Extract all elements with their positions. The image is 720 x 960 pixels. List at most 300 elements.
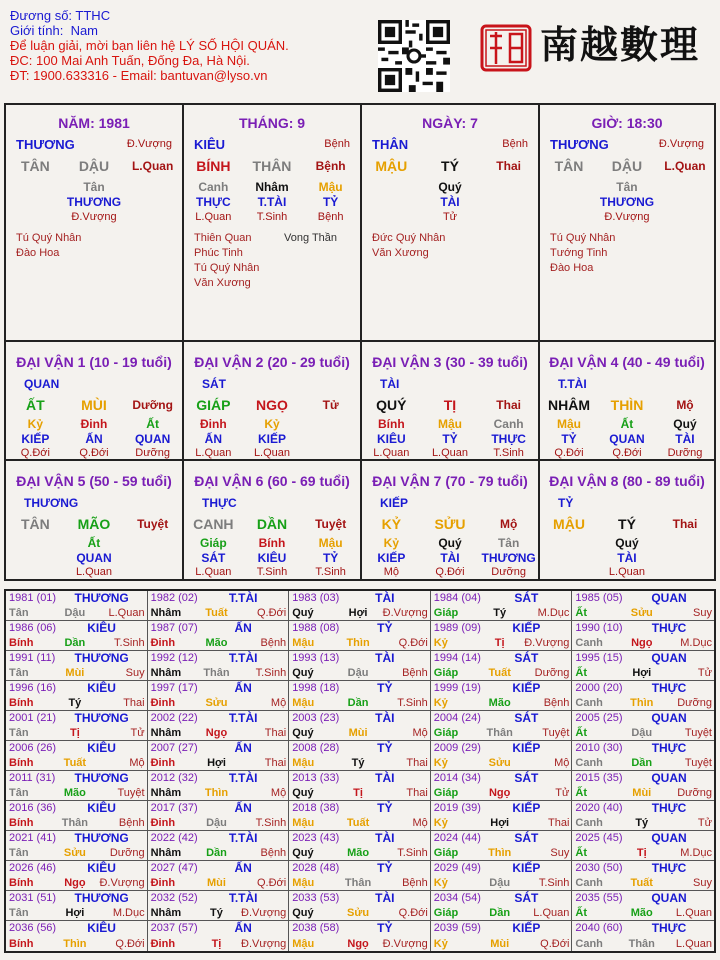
- year-phase: Dưỡng: [677, 697, 712, 709]
- pillar-title: THÁNG: 9: [238, 115, 306, 131]
- year-phase: Mộ: [270, 697, 287, 709]
- year-label: 1997 (17): [150, 682, 198, 694]
- year-ten-god: THƯƠNG: [74, 591, 129, 605]
- year-cell: [289, 801, 431, 831]
- year-cell: [572, 861, 714, 891]
- star-item: Tú Quý Nhân: [550, 232, 616, 244]
- year-phase: Dưỡng: [534, 667, 570, 679]
- year-phase: Suy: [693, 607, 712, 619]
- pillar-branch: TÝ: [441, 158, 459, 174]
- year-label: 2000 (20): [575, 682, 623, 694]
- year-label: 2036 (56): [9, 922, 57, 934]
- hidden-stem: Canh: [198, 180, 229, 194]
- year-branch: Sửu: [63, 847, 86, 859]
- dai-van-title: ĐẠI VẬN 5 (50 - 59 tuổi): [16, 473, 172, 489]
- year-ten-god: TÀI: [375, 831, 395, 845]
- hidden-stem: Quý: [615, 536, 639, 550]
- dai-van-stem: QUÝ: [376, 397, 407, 413]
- pillar-stem-phase: Bệnh: [502, 138, 528, 150]
- year-phase: Đ.Vượng: [524, 637, 570, 649]
- pillar-cell: [6, 105, 184, 342]
- year-cell: [572, 921, 714, 951]
- year-phase: Bệnh: [260, 847, 287, 859]
- year-phase: M.Dục: [112, 907, 145, 919]
- address-line: ĐC: 100 Mai Anh Tuấn, Đống Đa, Hà Nội.: [10, 53, 250, 68]
- year-cell: [148, 921, 290, 951]
- year-label: 2008 (28): [292, 742, 340, 754]
- hidden-ten-god: KIÊU: [257, 551, 287, 565]
- year-label: 2027 (47): [150, 862, 198, 874]
- year-label: 1984 (04): [433, 592, 481, 604]
- year-phase: Tử: [697, 667, 712, 679]
- year-ten-god: TÀI: [375, 891, 395, 905]
- year-cell: [289, 831, 431, 861]
- year-ten-god: TÀI: [375, 591, 395, 605]
- year-label: 2020 (40): [575, 802, 623, 814]
- year-label: 2040 (60): [575, 922, 623, 934]
- hidden-ten-god: THỰC: [196, 195, 231, 209]
- year-stem: Canh: [575, 757, 603, 769]
- hidden-ten-god: QUAN: [134, 432, 171, 446]
- year-ten-god: ẤN: [234, 621, 252, 635]
- owner-line: Đương số: TTHC: [10, 8, 111, 23]
- year-branch: Thìn: [204, 787, 229, 799]
- year-stem: Giáp: [433, 727, 459, 739]
- year-branch: Mùi: [207, 877, 226, 889]
- pillar-ten-god: THƯƠNG: [550, 137, 609, 152]
- hidden-ten-god: TỶ: [442, 432, 458, 446]
- hidden-phase: L.Quan: [253, 447, 291, 459]
- year-stem: Canh: [575, 637, 603, 649]
- dai-van-cell: [6, 461, 184, 581]
- star-item: Đào Hoa: [16, 247, 60, 259]
- hidden-stem: Ất: [620, 417, 634, 431]
- year-phase: Đ.Vượng: [382, 938, 428, 950]
- pillar-cell: [540, 105, 714, 342]
- pillar-stars: [194, 231, 259, 291]
- dai-van-ten-god: TÀI: [380, 377, 400, 391]
- year-stem: Đinh: [150, 697, 176, 709]
- hidden-phase: Q.Đới: [554, 447, 584, 459]
- year-label: 2011 (31): [9, 772, 56, 784]
- year-phase: T.Sinh: [114, 637, 145, 649]
- hidden-stem: Kỷ: [264, 417, 280, 431]
- pillar-ten-god: THÂN: [372, 137, 409, 152]
- year-phase: T.Sinh: [397, 847, 428, 859]
- hidden-stem: Mậu: [318, 180, 343, 194]
- pillar-stars: [550, 231, 615, 276]
- year-ten-god: THƯƠNG: [74, 831, 129, 845]
- year-branch: Hợi: [632, 667, 652, 679]
- year-stem: Kỷ: [433, 757, 448, 769]
- hidden-phase: T.Sinh: [493, 447, 524, 459]
- year-stem: Bính: [9, 757, 34, 769]
- dai-van-title: ĐẠI VẬN 8 (80 - 89 tuổi): [549, 473, 705, 489]
- hidden-phase: Dưỡng: [667, 447, 703, 459]
- year-ten-god: TÀI: [375, 651, 395, 665]
- year-branch: Ngọ: [488, 787, 511, 799]
- year-ten-god: THỰC: [651, 921, 687, 935]
- year-cell: [572, 891, 714, 921]
- year-stem: Tân: [9, 907, 29, 919]
- dai-van-phase: Mộ: [499, 517, 518, 531]
- year-cell: [572, 831, 714, 861]
- star-item: Đức Quý Nhân: [372, 232, 446, 244]
- year-ten-god: THỰC: [651, 681, 687, 695]
- year-phase: Bệnh: [118, 817, 145, 829]
- year-label: 2017 (37): [150, 802, 198, 814]
- year-cell: [572, 621, 714, 651]
- year-ten-god: QUAN: [651, 591, 687, 605]
- dai-van-phase: Tử: [322, 398, 339, 412]
- year-branch: Tị: [636, 847, 647, 859]
- year-label: 2026 (46): [9, 862, 57, 874]
- hidden-phase: Đ.Vượng: [71, 211, 117, 223]
- dai-van-stem: MẬU: [553, 516, 585, 532]
- year-branch: Tuất: [488, 667, 511, 679]
- year-branch: Tị: [353, 787, 363, 799]
- year-cell: [431, 801, 573, 831]
- year-label: 1983 (03): [292, 592, 340, 604]
- hidden-phase: L.Quan: [75, 566, 113, 578]
- year-phase: Thai: [547, 817, 570, 829]
- year-stem: Đinh: [150, 757, 176, 769]
- year-phase: Mộ: [270, 787, 287, 799]
- hidden-phase: T.Sinh: [315, 566, 346, 578]
- year-cell: [148, 651, 290, 681]
- hidden-stem: Canh: [493, 417, 524, 431]
- hidden-ten-god: KIẾP: [21, 432, 50, 446]
- pillar-cell: [184, 105, 362, 342]
- year-cell: [289, 651, 431, 681]
- year-label: 2023 (43): [292, 832, 340, 844]
- hidden-stem: Đinh: [199, 417, 227, 431]
- star-item: Thiên Quan: [194, 232, 252, 244]
- year-cell: [6, 651, 148, 681]
- year-stem: Nhâm: [150, 847, 182, 859]
- pillar-stem-phase: Đ.Vượng: [658, 138, 704, 150]
- year-label: 2019 (39): [433, 802, 481, 814]
- year-branch: Dần: [64, 637, 86, 649]
- gender-line: Giới tính: Nam: [10, 23, 99, 38]
- year-phase: T.Sinh: [255, 817, 287, 829]
- year-phase: L.Quan: [675, 907, 712, 919]
- year-stem: Kỷ: [433, 817, 448, 829]
- year-stem: Mậu: [292, 877, 315, 889]
- year-phase: Đ.Vượng: [241, 907, 287, 919]
- year-phase: Đ.Vượng: [99, 877, 145, 889]
- dai-van-row-1: [6, 342, 714, 461]
- year-ten-god: SÁT: [514, 711, 539, 725]
- dai-van-branch: NGỌ: [256, 397, 288, 413]
- hidden-stem: Tân: [616, 180, 638, 194]
- year-stem: Đinh: [150, 637, 176, 649]
- year-branch: Tị: [69, 727, 80, 739]
- hidden-stem: Đinh: [80, 417, 108, 431]
- year-cell: [6, 801, 148, 831]
- hidden-ten-god: TỶ: [561, 432, 577, 446]
- year-branch: Thân: [61, 817, 89, 829]
- year-ten-god: SÁT: [514, 591, 539, 605]
- year-phase: Thai: [264, 757, 287, 769]
- year-phase: Đ.Vượng: [382, 607, 428, 619]
- year-branch: Mão: [488, 697, 511, 709]
- year-ten-god: KIẾP: [512, 681, 541, 695]
- year-branch: Tuất: [630, 877, 653, 889]
- year-label: 1992 (12): [150, 652, 198, 664]
- year-cell: [148, 591, 290, 621]
- dai-van-branch: TÝ: [618, 516, 636, 532]
- year-cell: [572, 741, 714, 771]
- phone-email-line: ĐT: 1900.633316 - Email: bantuvan@lyso.vn: [10, 68, 268, 83]
- hidden-phase: Q.Đới: [612, 447, 642, 459]
- year-stem: Giáp: [433, 787, 459, 799]
- year-cell: [431, 861, 573, 891]
- year-ten-god: ẤN: [234, 741, 252, 755]
- year-label: 1991 (11): [9, 652, 56, 664]
- hidden-stem: Ất: [146, 417, 159, 431]
- year-branch: Tị: [494, 637, 505, 649]
- year-phase: T.Sinh: [538, 877, 570, 889]
- year-cell: [289, 921, 431, 951]
- year-branch: Hợi: [348, 607, 368, 619]
- year-label: 2029 (49): [433, 862, 481, 874]
- year-cell: [431, 771, 573, 801]
- year-label: 1982 (02): [150, 592, 198, 604]
- hidden-ten-god: T.TÀI: [257, 195, 287, 209]
- year-ten-god: TỶ: [377, 621, 393, 635]
- hidden-ten-god: TÀI: [440, 551, 460, 565]
- hidden-stem: Bính: [258, 536, 286, 550]
- year-label: 2010 (30): [575, 742, 623, 754]
- year-branch: Mão: [205, 637, 228, 649]
- year-branch: Ngọ: [347, 938, 369, 950]
- hidden-stem: Quý: [438, 536, 462, 550]
- year-stem: Bính: [9, 817, 34, 829]
- year-stem: Ất: [575, 667, 587, 679]
- year-stem: Tân: [9, 667, 29, 679]
- year-stem: Mậu: [292, 817, 315, 829]
- year-stem: Quý: [292, 847, 314, 859]
- year-ten-god: KIÊU: [87, 861, 116, 875]
- year-label: 1981 (01): [9, 592, 57, 604]
- year-phase: Suy: [550, 847, 570, 859]
- year-phase: Q.Đới: [398, 637, 428, 649]
- year-cell: [431, 741, 573, 771]
- year-label: 2014 (34): [433, 772, 481, 784]
- year-branch: Thân: [628, 938, 655, 950]
- year-phase: Thai: [406, 787, 428, 799]
- year-label: 2034 (54): [433, 892, 481, 904]
- year-stem: Quý: [292, 787, 314, 799]
- year-label: 2005 (25): [575, 712, 623, 724]
- year-cell: [148, 711, 290, 741]
- year-ten-god: ẤN: [234, 801, 252, 815]
- year-cell: [6, 831, 148, 861]
- year-ten-god: SÁT: [514, 831, 539, 845]
- dai-van-stem: KỶ: [381, 516, 402, 532]
- year-stem: Đinh: [150, 877, 176, 889]
- year-phase: Q.Đới: [540, 938, 570, 950]
- pillar-branch: DẬU: [78, 158, 110, 174]
- dai-van-branch: SỬU: [434, 516, 466, 532]
- year-label: 1993 (13): [292, 652, 340, 664]
- year-ten-god: QUAN: [651, 711, 687, 725]
- dai-van-ten-god: T.TÀI: [558, 377, 587, 391]
- year-stem: Mậu: [292, 637, 315, 649]
- year-label: 2024 (44): [433, 832, 481, 844]
- year-phase: Q.Đới: [115, 938, 145, 950]
- year-stem: Quý: [292, 907, 314, 919]
- year-cell: [572, 591, 714, 621]
- year-stem: Tân: [9, 787, 29, 799]
- year-cell: [6, 591, 148, 621]
- year-phase: T.Sinh: [397, 697, 428, 709]
- year-stem: Quý: [292, 607, 314, 619]
- dai-van-cell: [540, 461, 714, 581]
- hidden-stem: Kỷ: [383, 536, 399, 550]
- pillar-title: GIỜ: 18:30: [591, 115, 663, 131]
- hidden-phase: L.Quan: [608, 566, 646, 578]
- year-ten-god: T.TÀI: [228, 591, 258, 605]
- hidden-phase: T.Sinh: [256, 211, 288, 223]
- year-label: 1985 (05): [575, 592, 623, 604]
- year-branch: Thìn: [63, 938, 87, 950]
- year-label: 2033 (53): [292, 892, 340, 904]
- year-cell: [431, 591, 573, 621]
- year-ten-god: QUAN: [651, 891, 687, 905]
- year-label: 2003 (23): [292, 712, 340, 724]
- year-branch: Tý: [635, 817, 649, 829]
- year-stem: Bính: [9, 637, 34, 649]
- year-phase: Suy: [125, 667, 145, 679]
- year-stem: Ất: [575, 847, 587, 859]
- year-branch: Mùi: [490, 938, 510, 950]
- year-phase: Tử: [130, 727, 145, 739]
- star-item: Đào Hoa: [550, 262, 594, 274]
- year-branch: Tuất: [205, 607, 228, 619]
- year-ten-god: KIÊU: [87, 801, 116, 815]
- hidden-phase: Đ.Vượng: [604, 211, 650, 223]
- year-ten-god: T.TÀI: [228, 831, 258, 845]
- hidden-stem: Ất: [87, 536, 101, 550]
- year-ten-god: THỰC: [651, 801, 687, 815]
- year-cell: [572, 681, 714, 711]
- year-branch: Dậu: [631, 727, 653, 739]
- year-label: 2018 (38): [292, 802, 340, 814]
- year-branch: Dậu: [206, 817, 227, 829]
- year-stem: Canh: [575, 697, 603, 709]
- year-label: 1990 (10): [575, 622, 623, 634]
- year-label: 2009 (29): [433, 742, 481, 754]
- year-label: 2002 (22): [150, 712, 198, 724]
- dai-van-ten-god: KIẾP: [380, 496, 409, 510]
- year-stem: Nhâm: [150, 727, 182, 739]
- year-label: 2025 (45): [575, 832, 623, 844]
- pillar-stem: TÂN: [554, 158, 584, 174]
- year-label: 1994 (14): [433, 652, 481, 664]
- hidden-ten-god: TỶ: [322, 551, 339, 565]
- hidden-ten-god: KIÊU: [376, 432, 406, 446]
- year-branch: Tý: [210, 907, 223, 919]
- year-branch: Ngọ: [631, 637, 653, 649]
- star-item: Tướng Tinh: [550, 247, 608, 259]
- star-item: Vong Thần: [284, 232, 338, 244]
- dai-van-cell: [362, 461, 540, 581]
- dai-van-title: ĐẠI VẬN 2 (20 - 29 tuổi): [194, 354, 350, 370]
- year-ten-god: KIẾP: [512, 861, 541, 875]
- year-cell: [572, 801, 714, 831]
- year-branch: Mão: [630, 907, 653, 919]
- year-branch: Ngọ: [64, 877, 86, 889]
- year-cell: [289, 861, 431, 891]
- qr-code-icon[interactable]: [378, 20, 450, 92]
- year-ten-god: TỶ: [377, 921, 393, 935]
- year-phase: M.Dục: [680, 847, 712, 859]
- dai-van-phase: Dưỡng: [132, 398, 173, 412]
- year-cell: [6, 771, 148, 801]
- year-label: 2037 (57): [150, 922, 198, 934]
- hidden-stem: Bính: [377, 417, 405, 431]
- dai-van-branch: DẦN: [256, 516, 288, 532]
- year-phase: Suy: [693, 877, 712, 889]
- hidden-ten-god: THƯƠNG: [599, 195, 655, 209]
- year-stem: Canh: [575, 938, 603, 950]
- year-phase: Dưỡng: [109, 847, 145, 859]
- hidden-stem: Mậu: [437, 417, 462, 431]
- year-branch: Tý: [493, 607, 507, 619]
- star-item: Văn Xương: [194, 277, 251, 289]
- hidden-ten-god: ẤN: [204, 432, 222, 446]
- year-stem: Giáp: [433, 667, 459, 679]
- year-stem: Đinh: [150, 938, 176, 950]
- year-branch: Dậu: [64, 607, 86, 619]
- year-phase: Thai: [123, 697, 145, 709]
- year-phase: Tử: [555, 787, 570, 799]
- pillar-title: NĂM: 1981: [58, 115, 130, 131]
- year-stem: Canh: [575, 877, 603, 889]
- dai-van-cell: [362, 342, 540, 461]
- year-ten-god: TÀI: [375, 711, 395, 725]
- header-info: [10, 8, 370, 83]
- year-cell: [289, 681, 431, 711]
- year-cell: [148, 621, 290, 651]
- year-stem: Ất: [575, 607, 587, 619]
- hidden-stem: Mậu: [318, 536, 343, 550]
- pillar-branch: THÂN: [252, 158, 292, 174]
- year-ten-god: QUAN: [651, 651, 687, 665]
- year-ten-god: KIÊU: [87, 681, 116, 695]
- year-ten-god: QUAN: [651, 771, 687, 785]
- year-ten-god: TỶ: [377, 741, 393, 755]
- hidden-ten-god: TÀI: [440, 195, 460, 209]
- pillar-stem-phase: Đ.Vượng: [126, 138, 172, 150]
- year-branch: Mùi: [65, 667, 85, 679]
- year-label: 1987 (07): [150, 622, 198, 634]
- hidden-stem: Tân: [83, 180, 105, 194]
- year-branch: Thân: [344, 877, 372, 889]
- year-stem: Quý: [292, 727, 314, 739]
- year-ten-god: KIẾP: [512, 921, 541, 935]
- year-branch: Dậu: [347, 667, 369, 679]
- year-branch: Hợi: [207, 757, 226, 769]
- year-phase: Thai: [264, 727, 287, 739]
- year-phase: Q.Đới: [256, 607, 287, 619]
- year-cell: [6, 711, 148, 741]
- year-cell: [148, 831, 290, 861]
- year-phase: Mộ: [554, 757, 570, 769]
- year-label: 2016 (36): [9, 802, 57, 814]
